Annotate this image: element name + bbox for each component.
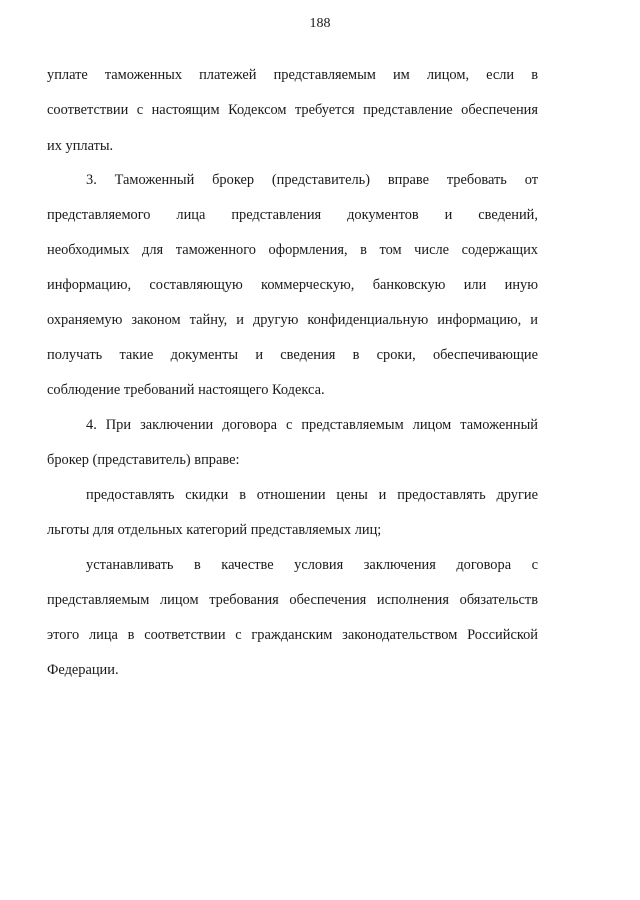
text-line: их уплаты. bbox=[47, 138, 114, 154]
text-line: предоставлять скидки в отношении цены и предоставлять другие bbox=[86, 487, 538, 503]
text-line: этого лица в соответствии с гражданским законодательством Российской bbox=[47, 627, 538, 643]
text-line: соблюдение требований настоящего Кодекса. bbox=[47, 382, 325, 398]
text-line: получать такие документы и сведения в сроки, обеспечивающие bbox=[47, 347, 538, 363]
text-line: 4. При заключении договора с представляемым лицом таможенный bbox=[86, 417, 538, 433]
text-line: брокер (представитель) вправе: bbox=[47, 452, 240, 468]
page-number: 188 bbox=[309, 16, 331, 31]
text-line: Федерации. bbox=[47, 662, 119, 678]
text-line: представляемого лица представления документов и сведений, bbox=[47, 207, 538, 223]
text-line: представляемым лицом требования обеспечения исполнения обязательств bbox=[47, 592, 538, 608]
text-line: льготы для отдельных категорий представляемых лиц; bbox=[47, 522, 382, 538]
text-line: 3. Таможенный брокер (представитель) вправе требовать от bbox=[86, 172, 538, 188]
text-line: уплате таможенных платежей представляемым им лицом, если в bbox=[47, 67, 538, 83]
text-line: устанавливать в качестве условия заключения договора с bbox=[86, 557, 538, 573]
text-line: необходимых для таможенного оформления, в том числе содержащих bbox=[47, 242, 538, 258]
text-line: соответствии с настоящим Кодексом требуется представление обеспечения bbox=[47, 102, 538, 118]
text-line: охраняемую законом тайну, и другую конфиденциальную информацию, и bbox=[47, 312, 538, 328]
text-line: информацию, составляющую коммерческую, банковскую или иную bbox=[47, 277, 538, 293]
